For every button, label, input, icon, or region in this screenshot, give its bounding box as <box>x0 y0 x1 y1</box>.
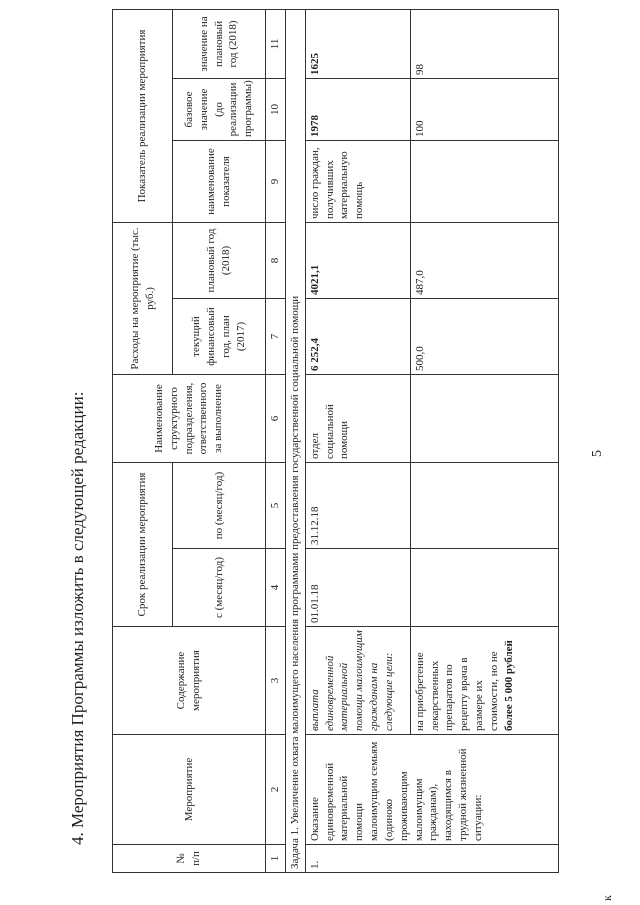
sub-target-value: 98 <box>410 9 558 78</box>
event-cell: Оказание единовременной материальной помощи малоимущим семьям (одиноко проживающим малоимущим гражданам), находящимся в трудной жизненной ситуации: <box>305 735 558 845</box>
column-number: 1 <box>266 845 286 873</box>
header-col-no: № п/п <box>113 845 266 873</box>
column-number: 9 <box>266 140 286 222</box>
header-costs-group: Расходы на мероприятие (тыс. руб.) <box>113 222 173 374</box>
column-number: 7 <box>266 299 286 375</box>
page-number: 5 <box>590 450 605 457</box>
header-base-value: базовое значение (до реализации программы) <box>173 78 266 140</box>
column-number-row <box>266 9 286 872</box>
term-to-cell: 31.12.18 <box>305 463 410 549</box>
content-intro-cell: выплата единовременной материальной помощи малоимущим гражданам на следующие цели: <box>305 627 410 735</box>
content-purpose-cell <box>410 627 558 735</box>
task-title: Задача 1. Увеличение охвата малоимущего населения программами предоставления государственной социальной помощи <box>285 9 305 872</box>
header-cost-planned: плановый год (2018) <box>173 222 266 298</box>
column-number: 4 <box>266 549 286 627</box>
header-term-from: с (месяц/год) <box>173 549 266 627</box>
column-number: 8 <box>266 222 286 298</box>
empty-cell <box>410 549 558 627</box>
total-target-value: 1625 <box>305 9 410 78</box>
column-number: 2 <box>266 735 286 845</box>
column-number: 3 <box>266 627 286 735</box>
header-planned-value: значение на плановый год (2018) <box>173 9 266 78</box>
purpose-text: на приобретение лекарственных препаратов по рецепту врача в размере их стоимости, но не <box>413 651 500 731</box>
column-number: 6 <box>266 375 286 463</box>
task-row <box>285 9 305 872</box>
header-term-group: Срок реализации мероприятия <box>113 463 173 627</box>
indicator-name-cell: число граждан, получивших материальную помощь <box>305 140 410 222</box>
header-indicator-name: наименование показателя <box>173 140 266 222</box>
department-cell: отдел социальной помощи <box>305 375 410 463</box>
total-current-cost: 6 252,4 <box>305 299 410 375</box>
total-planned-cost: 4021,1 <box>305 222 410 298</box>
margin-mark: к <box>600 895 614 901</box>
empty-cell <box>410 463 558 549</box>
empty-cell <box>410 140 558 222</box>
empty-cell <box>410 375 558 463</box>
term-from-cell: 01.01.18 <box>305 549 410 627</box>
sub-planned-cost: 487,0 <box>410 222 558 298</box>
header-cost-current: текущий финансовый год, план (2017) <box>173 299 266 375</box>
purpose-limit: более 5 000 рублей <box>502 640 515 731</box>
row-number: 1. <box>305 845 558 873</box>
column-number: 5 <box>266 463 286 549</box>
column-number: 11 <box>266 9 286 78</box>
header-term-to: по (месяц/год) <box>173 463 266 549</box>
sub-current-cost: 500,0 <box>410 299 558 375</box>
section-heading: 4. Мероприятия Программы изложить в следующей редакции: <box>68 391 87 845</box>
header-content: Содержание мероприятия <box>113 627 266 735</box>
header-department: Наименование структурного подразделения, ответственного за выполнение <box>113 375 266 463</box>
sub-base-value: 100 <box>410 78 558 140</box>
header-row-1 <box>113 9 173 872</box>
total-base-value: 1978 <box>305 78 410 140</box>
header-indicator-group: Показатель реализации мероприятия <box>113 9 173 222</box>
events-table <box>112 9 559 873</box>
header-event: Мероприятие <box>113 735 266 845</box>
table-row <box>305 9 410 872</box>
column-number: 10 <box>266 78 286 140</box>
